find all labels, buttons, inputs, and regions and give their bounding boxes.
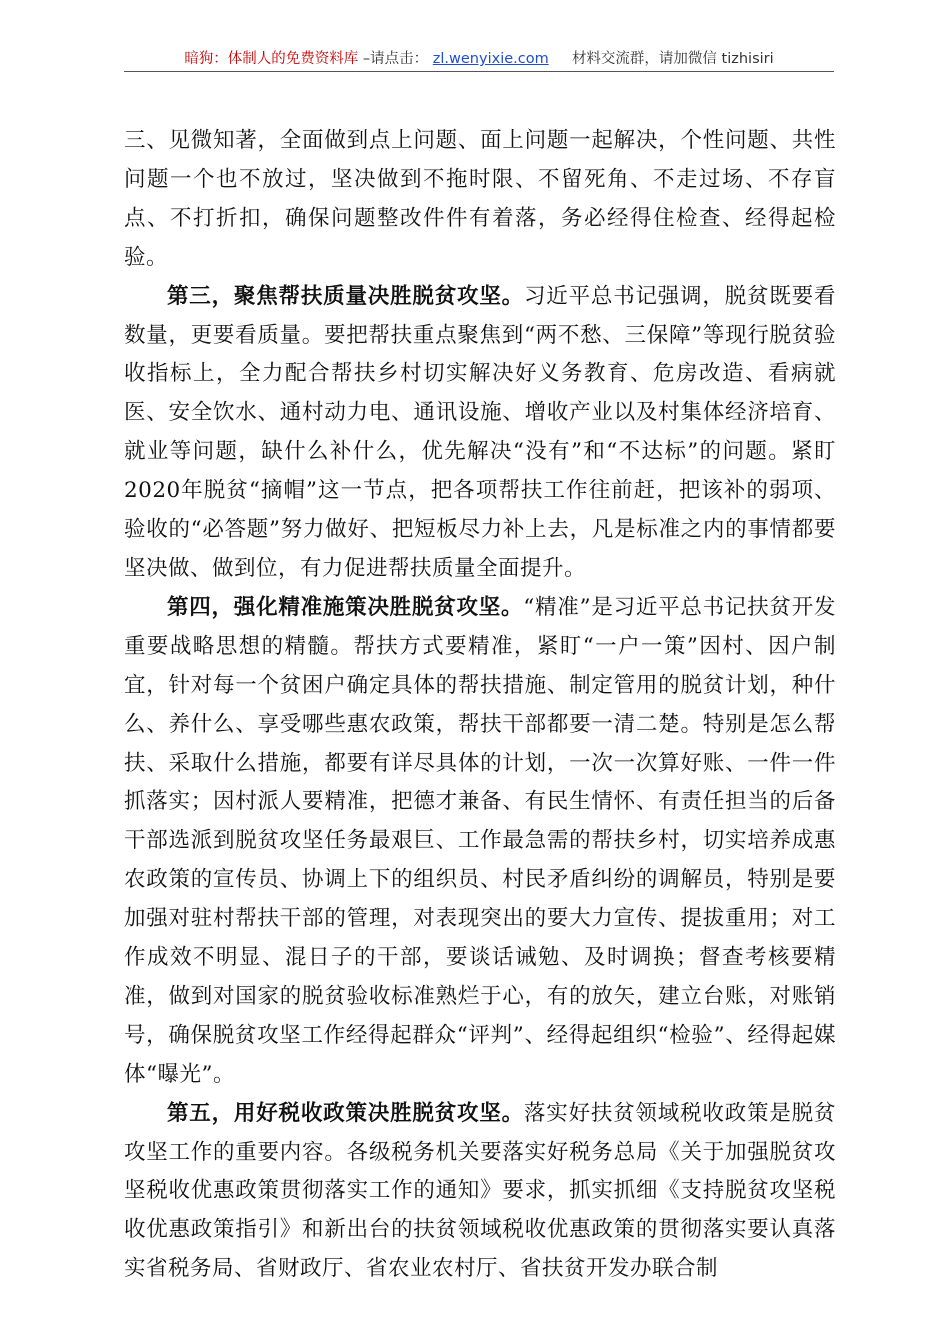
paragraph-body: “精准”是习近平总书记扶贫开发重要战略思想的精髓。帮扶方式要精准，紧盯“一户一策”因村、因户制宜，针对每一个贫困户确定具体的帮扶措施、制定管用的脱贫计划，种什么、养什么、享受哪些惠农政策，帮扶干部都要一清二楚。特别是怎么帮扶、采取什么措施，都要有详尽具体的计划，一次一次算好账、一件一件抓落实；因村派人要精准，把德才兼备、有民生情怀、有责任担当的后备干部选派到脱贫攻坚任务最艰巨、工作最急需的帮扶乡村，切实培养成惠农政策的宣传员、协调上下的组织员、村民矛盾纠纷的调解员，特别是要加强对驻村帮扶干部的管理，对表现突出的要大力宣传、提拔重用；对工作成效不明显、混日子的干部，要谈话诫勉、及时调换；督查考核要精准，做到对国家的脱贫验收标准熟烂于心，有的放矢，建立台账，对账销号，确保脱贫攻坚工作经得起群众“评判”、经得起组织“检验”、经得起媒体“曝光”。: [124, 594, 836, 1087]
paragraph-body: 三、见微知著，全面做到点上问题、面上问题一起解决，个性问题、共性问题一个也不放过，坚决做到不拖时限、不留死角、不走过场、不存盲点、不打折扣，确保问题整改件件有着落，务必经得住检查、经得起检验。: [124, 128, 836, 270]
header-divider: [124, 71, 834, 72]
paragraph-body: 习近平总书记强调，脱贫既要看数量，更要看质量。要把帮扶重点聚焦到“两不愁、三保障”等现行脱贫验收指标上，全力配合帮扶乡村切实解决好义务教育、危房改造、看病就医、安全饮水、通村动力电、通讯设施、增收产业以及村集体经济培育、就业等问题，缺什么补什么，优先解决“没有”和“不达标”的问题。紧盯2020年脱贫“摘帽”这一节点，把各项帮扶工作往前赶，把该补的弱项、验收的“必答题”努力做好、把短板尽力补上去，凡是标准之内的事情都要坚决做、做到位，有力促进帮扶质量全面提升。: [124, 283, 836, 581]
paragraph-heading: 第三，聚焦帮扶质量决胜脱贫攻坚。: [167, 283, 524, 309]
header-link[interactable]: zl.wenyixie.com: [432, 51, 549, 67]
document-body: [124, 122, 836, 1289]
paragraph-heading: 第五，用好税收政策决胜脱贫攻坚。: [167, 1100, 524, 1126]
paragraph: [124, 589, 836, 1095]
paragraph: [124, 1095, 836, 1290]
paragraph-heading: 第四，强化精准施策决胜脱贫攻坚。: [167, 594, 524, 620]
paragraph-body: 落实好扶贫领域税收政策是脱贫攻坚工作的重要内容。各级税务机关要落实好税务总局《关于加强脱贫攻坚税收优惠政策贯彻落实工作的通知》要求，抓实抓细《支持脱贫攻坚税收优惠政策指引》和新出台的扶贫领域税收优惠政策的贯彻落实要认真落实省税务局、省财政厅、省农业农村厅、省扶贫开发办联合制: [124, 1100, 836, 1282]
header-prompt: –请点击：: [362, 51, 429, 67]
paragraph: [124, 278, 836, 589]
header-contact: 材料交流群，请加微信 tizhisiri: [571, 51, 774, 67]
paragraph: [124, 122, 836, 278]
header-brand: 暗狗：体制人的免费资料库: [184, 51, 359, 67]
page-header: [124, 46, 834, 72]
